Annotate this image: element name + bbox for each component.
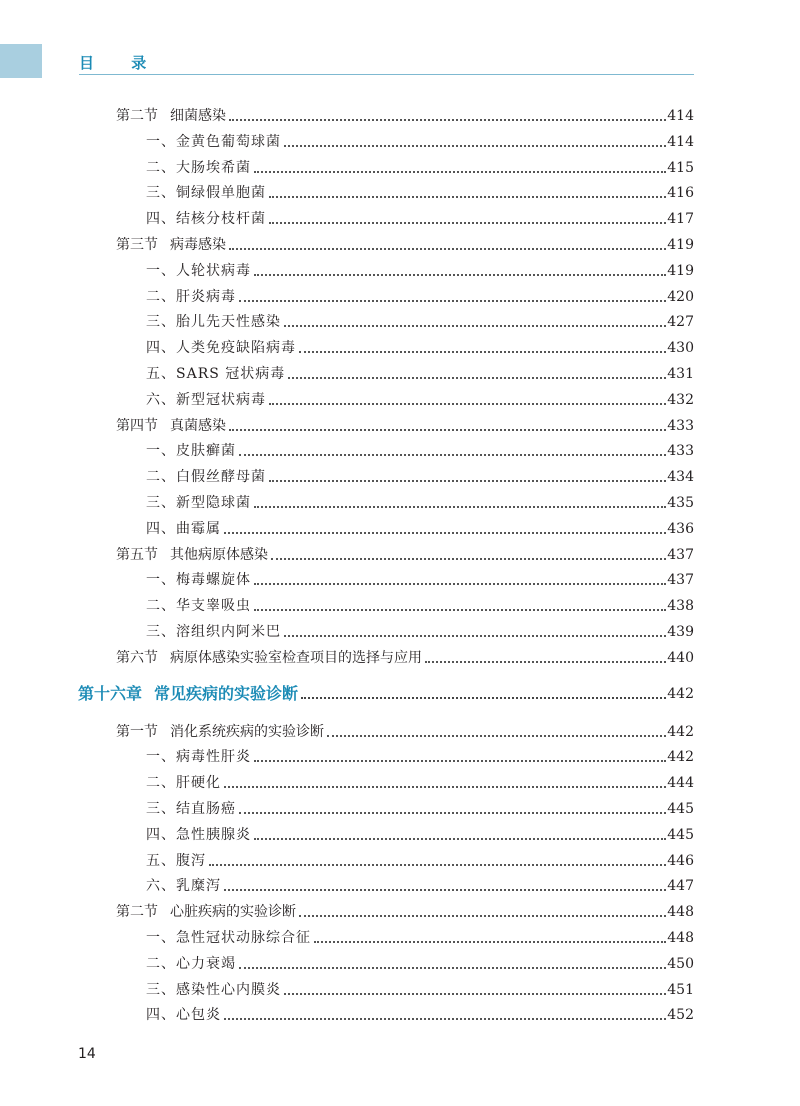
toc-page-number: 432 (667, 391, 694, 408)
toc-item-title: 三、铜绿假单胞菌 (146, 185, 266, 202)
dot-leader (239, 300, 666, 302)
toc-page-number: 414 (667, 133, 694, 150)
toc-page-number: 431 (667, 366, 694, 382)
dot-leader (284, 325, 666, 327)
toc-item-title: 六、乳糜泻 (146, 878, 221, 895)
dot-leader (314, 941, 666, 943)
toc-item-title: 二、大肠埃希菌 (146, 159, 251, 176)
toc-page-number: 420 (667, 288, 694, 305)
toc-item-row[interactable] (146, 593, 694, 615)
toc-item-title: 三、结直肠癌 (146, 801, 236, 817)
toc-section-number: 第四节 (116, 417, 158, 434)
toc-page-number: 448 (667, 930, 694, 946)
toc-page-number: 436 (667, 520, 694, 537)
dot-leader (229, 119, 666, 121)
toc-item-row[interactable] (146, 464, 694, 486)
toc-page-number: 442 (667, 685, 694, 702)
toc-item-row[interactable] (146, 951, 694, 973)
toc-page-number: 448 (667, 904, 694, 921)
toc-item-row[interactable] (146, 619, 694, 641)
toc-section-number: 第二节 (116, 904, 158, 921)
toc-page-number: 415 (667, 159, 694, 176)
toc-page-number: 447 (667, 878, 694, 895)
toc-item-title: 三、新型隐球菌 (146, 495, 251, 511)
toc-item-title: 二、白假丝酵母菌 (146, 469, 266, 486)
toc-page-number: 433 (667, 417, 694, 434)
dot-leader (254, 506, 666, 508)
toc-section-number: 第五节 (116, 546, 158, 563)
dot-leader (254, 838, 666, 840)
toc-section-row[interactable] (116, 645, 694, 667)
dot-leader (299, 915, 666, 917)
toc-item-row[interactable] (146, 744, 694, 766)
toc-page-number: 417 (667, 211, 694, 228)
toc-section-title: 真菌感染 (170, 417, 226, 434)
toc-item-row[interactable] (146, 335, 694, 357)
toc-item-row[interactable] (146, 516, 694, 538)
toc-page-number: 419 (667, 262, 694, 279)
toc-page-number: 439 (667, 624, 694, 640)
header-corner-tab (0, 44, 42, 78)
toc-section-title: 细菌感染 (170, 108, 226, 124)
toc-item-row[interactable] (146, 925, 694, 947)
toc-item-title: 五、SARS 冠状病毒 (146, 366, 286, 382)
toc-page-number: 450 (667, 955, 694, 972)
dot-leader (209, 864, 666, 866)
toc-item-title: 三、溶组织内阿米巴 (146, 624, 281, 640)
toc-item-row[interactable] (146, 1002, 694, 1024)
toc-chapter-title: 常见疾病的实验诊断 (154, 683, 299, 703)
dot-leader (254, 760, 666, 762)
toc-item-row[interactable] (146, 155, 694, 177)
toc-section-number: 第一节 (116, 723, 158, 740)
dot-leader (327, 735, 666, 737)
toc-page-number: 427 (667, 314, 694, 331)
toc-section-title: 病毒感染 (170, 237, 226, 253)
toc-item-row[interactable] (146, 873, 694, 895)
dot-leader (239, 454, 666, 456)
toc-item-title: 四、结核分枝杆菌 (146, 211, 266, 228)
toc-item-title: 一、人轮状病毒 (146, 262, 251, 279)
toc-item-row[interactable] (146, 822, 694, 844)
toc-page-number: 430 (667, 340, 694, 357)
toc-page-number: 419 (667, 237, 694, 253)
dot-leader (229, 429, 666, 431)
toc-item-row[interactable] (146, 770, 694, 792)
toc-item-row[interactable] (146, 438, 694, 460)
toc-item-title: 四、心包炎 (146, 1007, 221, 1024)
dot-leader (269, 480, 666, 482)
dot-leader (254, 274, 666, 276)
dot-leader (239, 812, 666, 814)
dot-leader (254, 609, 666, 611)
toc-item-row[interactable] (146, 387, 694, 409)
toc-item-row[interactable] (146, 796, 694, 818)
toc-section-number: 第二节 (116, 108, 158, 124)
toc-page-number: 437 (667, 546, 694, 563)
toc-section-title: 消化系统疾病的实验诊断 (170, 723, 324, 740)
toc-page-number: 437 (667, 572, 694, 589)
dot-leader (254, 171, 666, 173)
toc-page-number: 433 (667, 443, 694, 460)
toc-item-title: 四、曲霉属 (146, 520, 221, 537)
dot-leader (229, 248, 666, 250)
toc-item-title: 二、华支睾吸虫 (146, 598, 251, 615)
toc-section-row[interactable] (116, 413, 694, 435)
toc-page-number: 444 (667, 775, 694, 792)
toc-page-number: 438 (667, 598, 694, 615)
toc-section-row[interactable] (116, 899, 694, 921)
toc-section-number: 第六节 (116, 649, 158, 666)
dot-leader (284, 145, 666, 147)
toc-item-title: 二、肝炎病毒 (146, 288, 236, 305)
toc-page-number: 452 (667, 1007, 694, 1024)
toc-item-title: 四、急性胰腺炎 (146, 826, 251, 843)
toc-page-number: 434 (667, 469, 694, 486)
toc-section-row[interactable] (116, 103, 694, 125)
dot-leader (288, 377, 666, 379)
toc-item-row[interactable] (146, 361, 694, 383)
dot-leader (224, 532, 666, 534)
toc-page-number: 445 (667, 826, 694, 843)
toc-page-number: 446 (667, 852, 694, 869)
toc-section-title: 其他病原体感染 (170, 546, 268, 563)
toc-item-row[interactable] (146, 848, 694, 870)
toc-item-row[interactable] (146, 309, 694, 331)
toc-item-row[interactable] (146, 284, 694, 306)
toc-item-title: 一、病毒性肝炎 (146, 749, 251, 766)
dot-leader (239, 967, 666, 969)
toc-page-number: 414 (667, 108, 694, 124)
toc-item-title: 一、金黄色葡萄球菌 (146, 133, 281, 150)
toc-chapter-number: 第十六章 (78, 683, 143, 703)
toc-section-title: 病原体感染实验室检查项目的选择与应用 (170, 649, 422, 666)
dot-leader (299, 351, 666, 353)
toc-item-row[interactable] (146, 490, 694, 512)
toc-section-row[interactable] (116, 232, 694, 254)
dot-leader (301, 697, 666, 699)
toc-item-row[interactable] (146, 977, 694, 999)
toc-item-title: 二、心力衰竭 (146, 955, 236, 972)
toc-item-title: 六、新型冠状病毒 (146, 391, 266, 408)
dot-leader (254, 583, 666, 585)
toc-page-number: 451 (667, 981, 694, 998)
toc-page-number: 442 (667, 749, 694, 766)
header-title: 目 录 (79, 54, 163, 72)
toc-item-title: 二、肝硬化 (146, 775, 221, 792)
dot-leader (269, 196, 666, 198)
toc-item-title: 一、急性冠状动脉综合征 (146, 930, 311, 946)
dot-leader (224, 1018, 666, 1020)
toc-page-number: 440 (667, 649, 694, 666)
dot-leader (224, 889, 666, 891)
toc-item-row[interactable] (146, 129, 694, 151)
toc-item-title: 一、皮肤癣菌 (146, 443, 236, 460)
toc-item-row[interactable] (146, 206, 694, 228)
toc-section-title: 心脏疾病的实验诊断 (170, 904, 296, 921)
toc-page-number: 416 (667, 185, 694, 202)
toc-item-title: 三、胎儿先天性感染 (146, 314, 281, 331)
toc-item-title: 一、梅毒螺旋体 (146, 572, 251, 589)
toc-item-title: 三、感染性心内膜炎 (146, 981, 281, 998)
toc-item-row[interactable] (146, 258, 694, 280)
toc-item-title: 四、人类免疫缺陷病毒 (146, 340, 296, 357)
toc-item-title: 五、腹泻 (146, 852, 206, 869)
dot-leader (271, 558, 666, 560)
dot-leader (224, 786, 666, 788)
dot-leader (269, 403, 666, 405)
toc-item-row[interactable] (146, 567, 694, 589)
toc-section-number: 第三节 (116, 237, 158, 253)
toc-chapter-row[interactable] (78, 681, 694, 703)
toc-item-row[interactable] (146, 180, 694, 202)
dot-leader (284, 993, 666, 995)
toc-section-row[interactable] (116, 719, 694, 741)
toc-page-number: 445 (667, 801, 694, 817)
dot-leader (269, 222, 666, 224)
toc-page-number: 435 (667, 495, 694, 511)
dot-leader (425, 661, 666, 663)
dot-leader (284, 635, 666, 637)
header-rule (79, 74, 694, 75)
page-number: 14 (78, 1046, 96, 1062)
toc-section-row[interactable] (116, 542, 694, 564)
toc-page-number: 442 (667, 723, 694, 740)
